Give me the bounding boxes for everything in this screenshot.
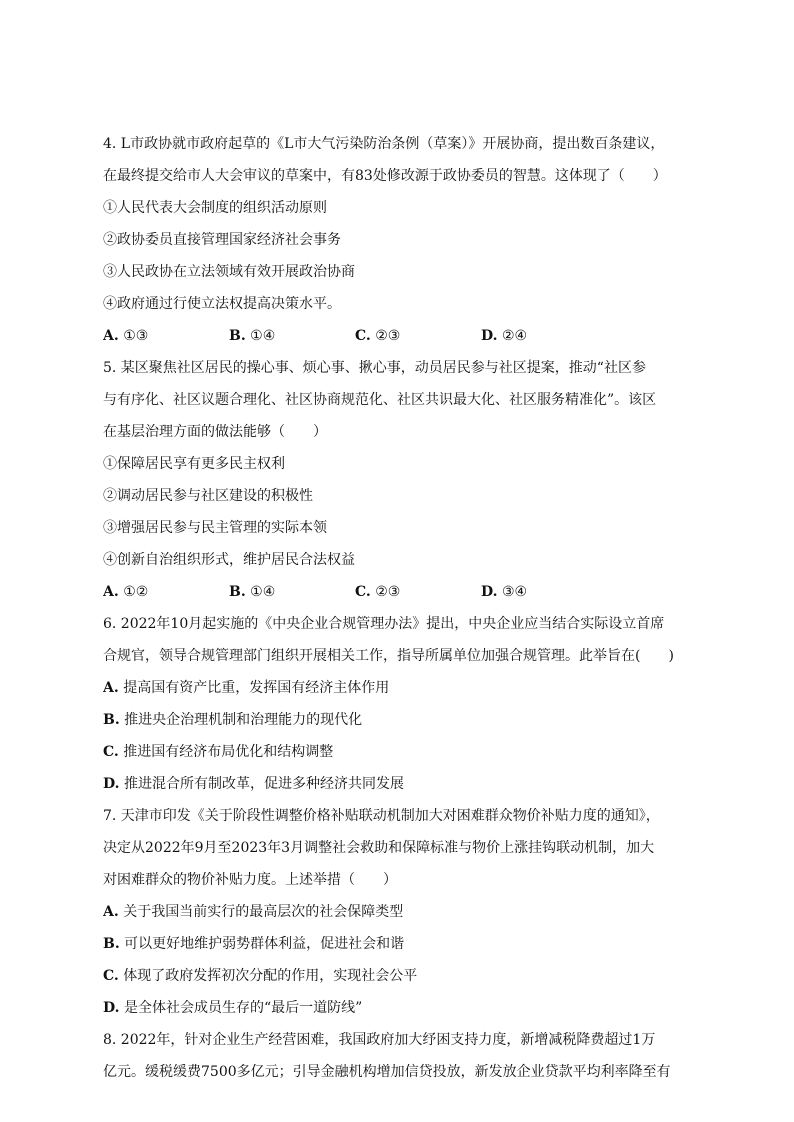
option-label: C.	[355, 584, 371, 600]
question-5	[103, 352, 703, 608]
question-7	[103, 800, 703, 1024]
option-text: ①④	[250, 584, 276, 600]
choice-text: 关于我国当前实行的最高层次的社会保障类型	[123, 904, 404, 920]
question-4-stem-line-2: 在最终提交给市人大会审议的草案中，有83处修改源于政协委员的智慧。这体现了（ ）	[103, 168, 667, 184]
option-label: C.	[355, 328, 371, 344]
question-4-statement-4: ④政府通过行使立法权提高决策水平。	[103, 296, 341, 312]
choice-text: 可以更好地维护弱势群体利益，促进社会和谐	[124, 936, 405, 952]
question-5-options	[103, 576, 703, 608]
question-4-option-b	[229, 320, 355, 352]
option-label: D.	[481, 328, 498, 344]
question-4-statement-1: ①人民代表大会制度的组织活动原则	[103, 200, 327, 216]
question-5-statement-4: ④创新自治组织形式，维护居民合法权益	[103, 552, 355, 568]
question-4-stem-line-1: 4. L市政协就市政府起草的《L市大气污染防治条例（草案）》开展协商，提出数百条建议，	[103, 136, 665, 152]
question-6-choice-b	[103, 704, 703, 736]
choice-label: D.	[103, 1000, 120, 1016]
option-text: ①④	[250, 328, 276, 344]
question-5-option-d	[481, 576, 607, 608]
choice-label: B.	[103, 712, 120, 728]
choice-label: C.	[103, 968, 119, 984]
question-4	[103, 128, 703, 352]
question-6-choice-a	[103, 672, 703, 704]
question-5-statement-1: ①保障居民享有更多民主权利	[103, 456, 285, 472]
option-text: ①②	[123, 584, 149, 600]
choice-text: 推进国有经济布局优化和结构调整	[123, 744, 334, 760]
option-label: B.	[229, 328, 246, 344]
question-7-choice-a	[103, 896, 703, 928]
question-5-option-a	[103, 576, 229, 608]
choice-text: 推进混合所有制改革，促进多种经济共同发展	[123, 776, 404, 792]
question-6-stem-line-1: 6. 2022年10月起实施的《中央企业合规管理办法》提出，中央企业应当结合实际设立首席	[103, 616, 665, 632]
question-4-statement-2: ②政协委员直接管理国家经济社会事务	[103, 232, 341, 248]
question-8-stem-line-2: 亿元。缓税缓费7500多亿元；引导金融机构增加信贷投放，新发放企业贷款平均利率降至有	[103, 1064, 671, 1080]
choice-text: 提高国有资产比重，发挥国有经济主体作用	[123, 680, 390, 696]
question-5-statement-3: ③增强居民参与民主管理的实际本领	[103, 520, 327, 536]
question-7-choice-c	[103, 960, 703, 992]
option-text: ①③	[123, 328, 149, 344]
question-6	[103, 608, 703, 800]
question-7-stem-line-2: 决定从2022年9月至2023年3月调整社会救助和保障标准与物价上涨挂钩联动机制，加大	[103, 840, 655, 856]
question-5-stem-line-3: 在基层治理方面的做法能够（ ）	[103, 424, 327, 440]
question-7-stem-line-3: 对困难群众的物价补贴力度。上述举措（ ）	[103, 872, 397, 888]
question-6-choice-c	[103, 736, 703, 768]
question-8-stem-line-1: 8. 2022年，针对企业生产经营困难，我国政府加大纾困支持力度，新增减税降费超过1万	[103, 1032, 656, 1048]
question-4-option-a	[103, 320, 229, 352]
question-6-stem-line-2: 合规官，领导合规管理部门组织开展相关工作，指导所属单位加强合规管理。此举旨在( )	[103, 648, 674, 664]
choice-text: 推进央企治理机制和治理能力的现代化	[124, 712, 363, 728]
choice-text: 是全体社会成员生存的“最后一道防线”	[123, 1000, 363, 1016]
option-text: ②④	[501, 328, 528, 344]
question-8	[103, 1024, 703, 1088]
option-text: ②③	[375, 584, 401, 600]
question-4-option-c	[355, 320, 481, 352]
choice-label: D.	[103, 776, 120, 792]
question-4-options	[103, 320, 703, 352]
question-5-stem-line-2: 与有序化、社区议题合理化、社区协商规范化、社区共识最大化、社区服务精准化”。该区	[103, 392, 657, 408]
option-label: B.	[229, 584, 246, 600]
option-label: A.	[103, 584, 119, 600]
choice-label: B.	[103, 936, 120, 952]
option-text: ③④	[501, 584, 528, 600]
question-4-statement-3: ③人民政协在立法领域有效开展政治协商	[103, 264, 355, 280]
choice-label: C.	[103, 744, 119, 760]
question-6-choice-d	[103, 768, 703, 800]
question-7-choice-d	[103, 992, 703, 1024]
choice-label: A.	[103, 680, 119, 696]
choice-text: 体现了政府发挥初次分配的作用，实现社会公平	[123, 968, 418, 984]
question-7-stem-line-1: 7. 天津市印发《关于阶段性调整价格补贴联动机制加大对困难群众物价补贴力度的通知》，	[103, 808, 660, 824]
option-text: ②③	[375, 328, 401, 344]
question-7-choice-b	[103, 928, 703, 960]
question-4-option-d	[481, 320, 607, 352]
question-list	[103, 128, 703, 1088]
choice-label: A.	[103, 904, 119, 920]
question-5-stem-line-1: 5. 某区聚焦社区居民的操心事、烦心事、揪心事，动员居民参与社区提案，推动“社区参	[103, 360, 646, 376]
question-5-option-b	[229, 576, 355, 608]
question-5-option-c	[355, 576, 481, 608]
question-5-statement-2: ②调动居民参与社区建设的积极性	[103, 488, 313, 504]
option-label: A.	[103, 328, 119, 344]
option-label: D.	[481, 584, 498, 600]
